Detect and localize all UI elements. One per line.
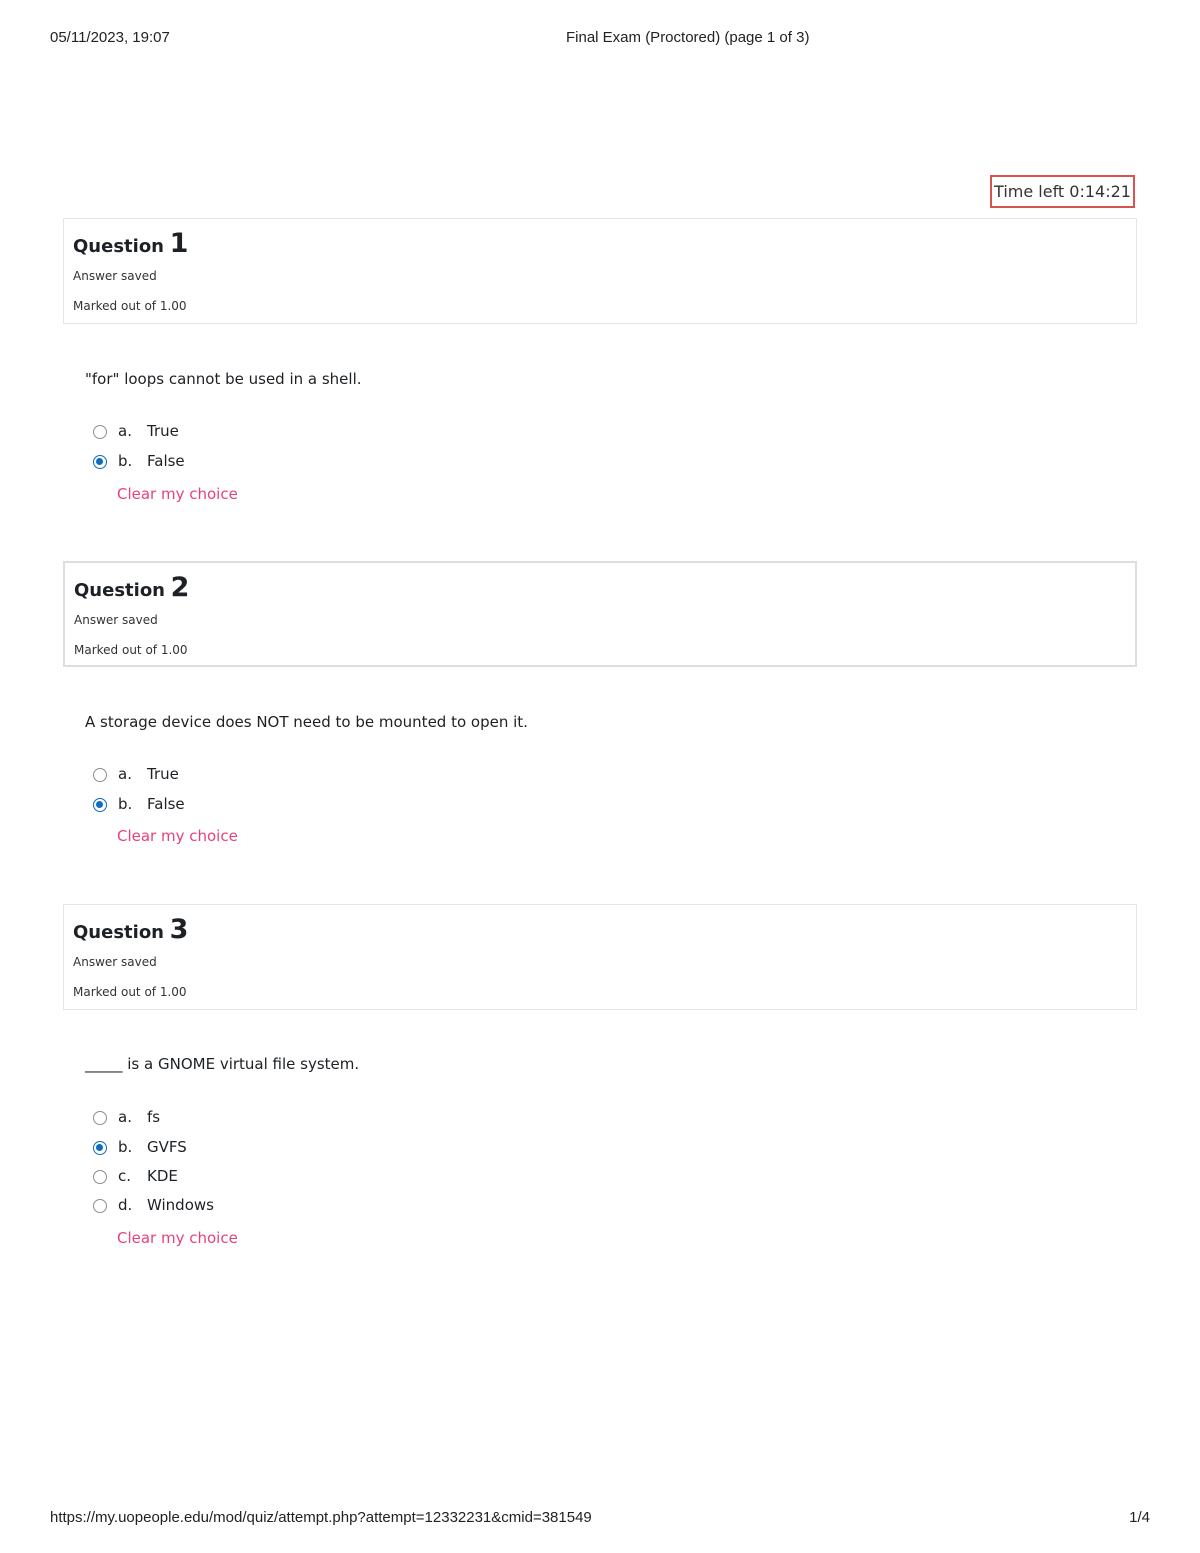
radio-icon[interactable] [93,1170,107,1184]
question-info-1 [63,218,1137,324]
question-number [74,572,189,603]
radio-icon[interactable] [93,425,107,439]
question-number-value: 2 [170,572,190,603]
question-grade: Marked out of 1.00 [73,299,187,313]
option-text: Windows [147,1196,214,1214]
question-label: Question [73,922,164,943]
question-info-3 [63,904,1137,1010]
clear-choice-link-3[interactable]: Clear my choice [117,1229,238,1247]
print-url: https://my.uopeople.edu/mod/quiz/attempt.php?attempt=12332231&cmid=381549 [50,1509,592,1526]
option-text: True [147,422,179,440]
radio-icon[interactable] [93,768,107,782]
question-state: Answer saved [73,269,157,283]
question-number [73,228,188,259]
option-letter: b. [118,795,133,813]
radio-checked-icon[interactable] [93,798,107,812]
print-page-number: 1/4 [1129,1509,1150,1526]
question-label: Question [74,580,165,601]
question-label: Question [73,236,164,257]
option-text: False [147,795,185,813]
quiz-timer: Time left 0:14:21 [990,175,1135,208]
option-text: GVFS [147,1138,187,1156]
radio-checked-icon[interactable] [93,455,107,469]
option-text: True [147,765,179,783]
option-letter: c. [118,1167,132,1185]
question-state: Answer saved [74,613,158,627]
question-number [73,914,188,945]
question-state: Answer saved [73,955,157,969]
option-letter: d. [118,1196,133,1214]
print-datetime: 05/11/2023, 19:07 [50,29,170,46]
option-letter: a. [118,765,132,783]
radio-checked-icon[interactable] [93,1141,107,1155]
question-info-2 [63,561,1137,667]
print-footer [50,1509,1150,1529]
print-header [50,29,1150,49]
question-grade: Marked out of 1.00 [74,643,188,657]
option-letter: b. [118,1138,133,1156]
option-letter: b. [118,452,133,470]
question-number-value: 1 [169,228,189,259]
radio-icon[interactable] [93,1111,107,1125]
question-text-3: _____ is a GNOME virtual file system. [85,1055,360,1073]
question-text-2: A storage device does NOT need to be mounted to open it. [85,713,528,731]
clear-choice-link-2[interactable]: Clear my choice [117,827,238,845]
radio-icon[interactable] [93,1199,107,1213]
option-letter: a. [118,1108,132,1126]
question-grade: Marked out of 1.00 [73,985,187,999]
question-text-1: "for" loops cannot be used in a shell. [85,370,362,388]
option-text: False [147,452,185,470]
option-text: fs [147,1108,161,1126]
clear-choice-link-1[interactable]: Clear my choice [117,485,238,503]
option-text: KDE [147,1167,178,1185]
question-number-value: 3 [169,914,189,945]
print-page-title: Final Exam (Proctored) (page 1 of 3) [566,29,810,46]
option-letter: a. [118,422,132,440]
